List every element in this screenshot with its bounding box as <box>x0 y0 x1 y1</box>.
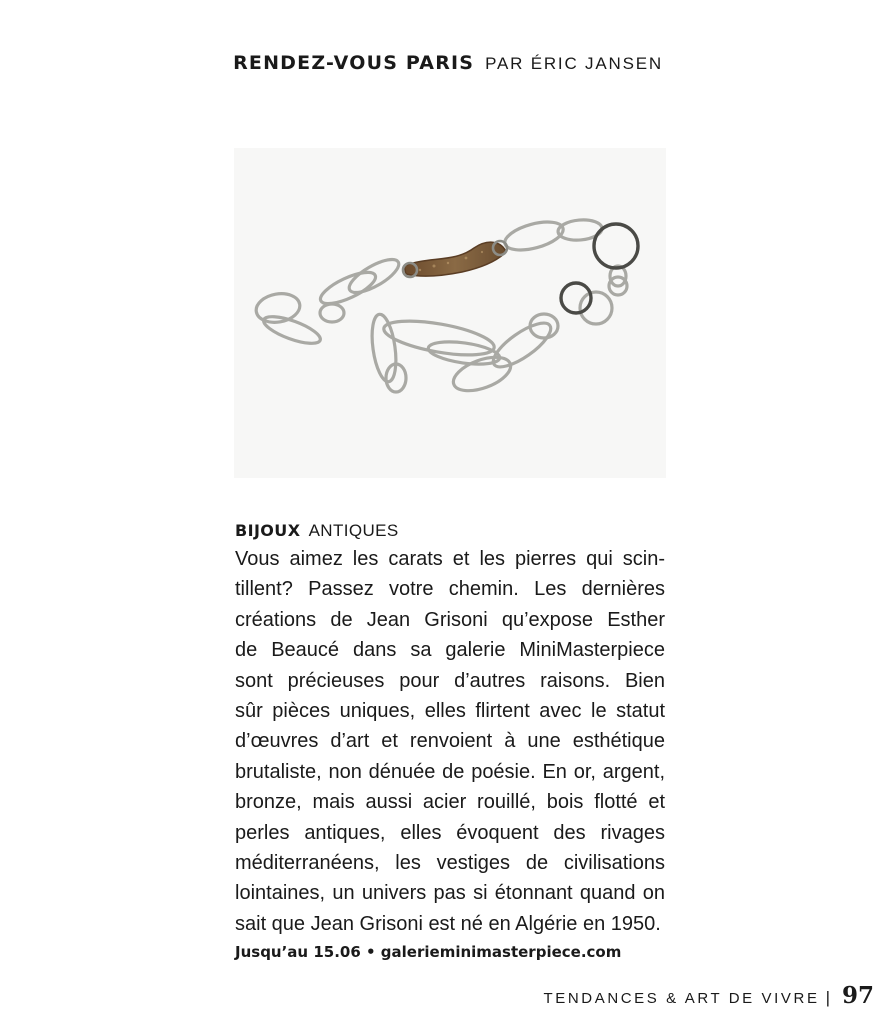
article <box>235 518 665 963</box>
body-line: de Beaucé dans sa galerie MiniMasterpiece <box>235 639 665 662</box>
jewelry-photo <box>234 148 666 478</box>
body-line: Vous aimez les carats et les pierres qui scin- <box>235 548 665 570</box>
article-kicker <box>235 518 665 544</box>
section-name: TENDANCES & ART DE VIVRE <box>543 990 820 1007</box>
body-line: sait que Jean Grisoni est né en Algérie en 1950. <box>235 912 661 935</box>
column-title: RENDEZ-VOUS PARIS <box>233 52 475 74</box>
body-line: sûr pièces uniques, elles flirtent avec le statut <box>235 699 665 722</box>
exhibition-info: Jusqu’au 15.06 • galerieminimasterpiece.com <box>235 943 622 962</box>
body-line: sont précieuses pour d’autres raisons. Bien <box>235 669 665 692</box>
kicker-bold: BIJOUX <box>235 521 301 540</box>
body-line: créations de Jean Grisoni qu’expose Esther <box>235 608 665 631</box>
footer-separator: | <box>825 988 830 1007</box>
page-header <box>0 52 896 75</box>
body-line: lointaines, un univers pas si étonnant quand on <box>235 882 665 905</box>
article-body <box>235 544 665 939</box>
page-number: 97 <box>841 982 874 1009</box>
body-line: méditerranéens, les vestiges de civilisations <box>235 851 665 874</box>
body-line: bronze, mais aussi acier rouillé, bois flotté et <box>235 791 665 814</box>
kicker-light: ANTIQUES <box>308 521 399 540</box>
body-line: brutaliste, non dénuée de poésie. En or, argent, <box>235 760 665 783</box>
chain-necklace-illustration <box>234 148 666 478</box>
body-line: tillent? Passez votre chemin. Les dernières <box>235 578 665 601</box>
page-footer <box>543 982 874 1009</box>
body-line: perles antiques, elles évoquent des rivages <box>235 821 665 844</box>
body-line: d’œuvres d’art et renvoient à une esthétique <box>235 730 665 753</box>
byline: PAR ÉRIC JANSEN <box>485 54 663 73</box>
